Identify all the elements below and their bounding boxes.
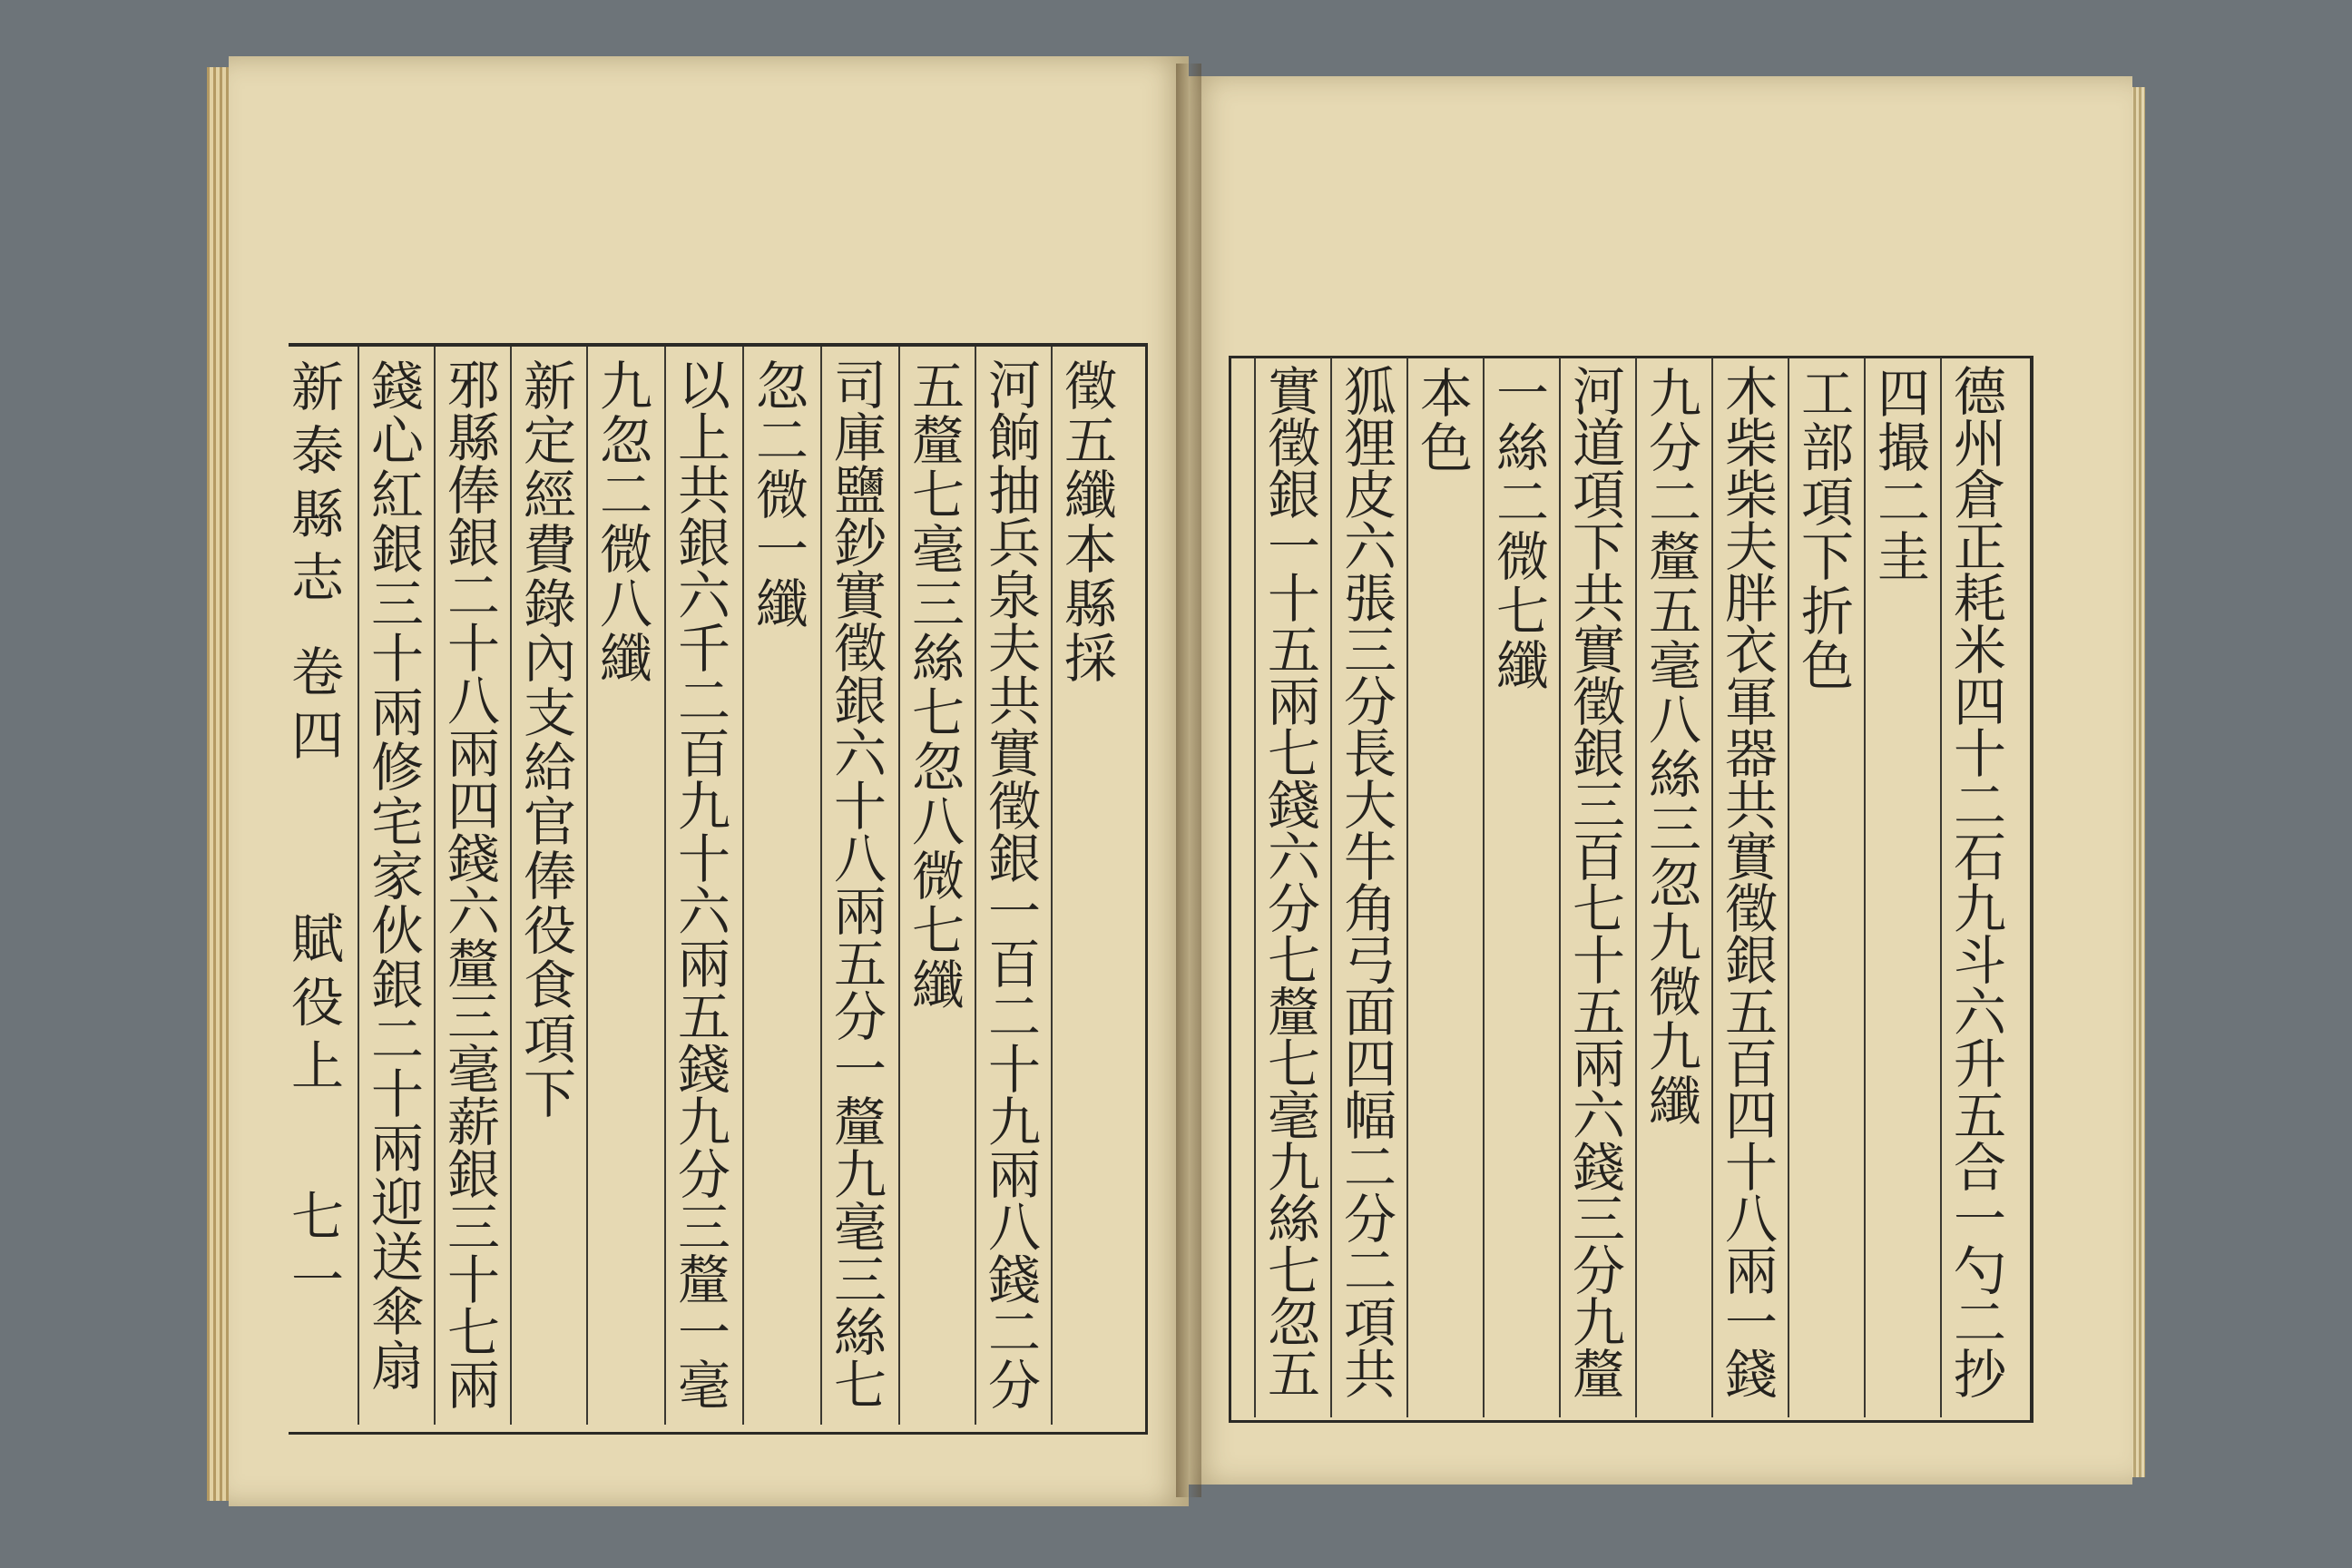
right-text-column: 九 分 二 釐 五 毫 八 絲 三 忽 九 微 九 纖 (1648, 363, 1701, 1132)
column-rule (664, 347, 666, 1425)
column-rule (820, 347, 822, 1425)
margin-section: 賦 役 上 (290, 908, 344, 1097)
column-rule (1406, 358, 1408, 1417)
column-rule (1864, 358, 1866, 1417)
left-text-column: 河 餉 抽 兵 泉 夫 共 實 徵 銀 一 百 二 十 九 兩 八 錢 二 分 (987, 355, 1041, 1416)
column-rule (1051, 347, 1053, 1425)
column-rule (586, 347, 588, 1425)
left-text-column: 以 上 共 銀 六 千 二 百 九 十 六 兩 五 錢 九 分 三 釐 一 毫 (677, 355, 730, 1416)
right-text-column: 狐 狸 皮 六 張 三 分 長 大 牛 角 弓 面 四 幅 二 分 二 項 共 (1343, 361, 1396, 1406)
right-text-column: 本 色 (1419, 363, 1473, 479)
column-rule (742, 347, 744, 1425)
book-gutter (1176, 64, 1201, 1497)
left-text-column: 忽 二 微 一 纖 (755, 356, 808, 635)
margin-volume: 卷 四 (290, 642, 344, 767)
column-rule (1788, 358, 1789, 1417)
column-rule (1940, 358, 1942, 1417)
column-rule (1254, 358, 1256, 1417)
left-text-column: 司 庫 鹽 鈔 實 徵 銀 六 十 八 兩 五 分 一 釐 九 毫 三 絲 七 (833, 355, 887, 1416)
column-rule (1711, 358, 1713, 1417)
left-text-column: 五 釐 七 毫 三 絲 七 忽 八 微 七 纖 (911, 356, 965, 1016)
margin-page-number: 七 一 (290, 1186, 344, 1311)
right-text-column: 河 道 項 下 共 實 徵 銀 三 百 七 十 五 兩 六 錢 三 分 九 釐 (1572, 361, 1625, 1406)
right-text-column: 工 部 項 下 折 色 (1800, 363, 1854, 697)
column-rule (1559, 358, 1561, 1417)
left-text-column: 新 定 經 費 錄 內 支 給 官 俸 役 食 項 下 (523, 356, 576, 1125)
left-text-column: 邪 縣 俸 銀 二 十 八 兩 四 錢 六 釐 三 毫 薪 銀 三 十 七 兩 (446, 355, 500, 1416)
right-text-column: 四 撮 二 圭 (1877, 363, 1930, 588)
right-text-column: 一 絲 二 微 七 纖 (1495, 363, 1549, 697)
column-rule (898, 347, 900, 1425)
column-rule (358, 347, 359, 1425)
right-text-column: 實 徵 銀 一 十 五 兩 七 錢 六 分 七 釐 七 毫 九 絲 七 忽 五 (1267, 361, 1320, 1406)
right-text-column: 木 柴 柴 夫 胖 衣 軍 器 共 實 徵 銀 五 百 四 十 八 兩 一 錢 (1724, 361, 1778, 1406)
column-rule (510, 347, 512, 1425)
left-text-column: 錢 心 紅 銀 三 十 兩 修 宅 家 伙 銀 二 十 兩 迎 送 傘 扇 (370, 356, 424, 1397)
column-rule (975, 347, 976, 1425)
margin-title: 新 泰 縣 志 (290, 357, 344, 609)
column-rule (1330, 358, 1332, 1417)
left-text-column: 九 忽 二 微 八 纖 (599, 356, 652, 690)
left-text-column: 徵 五 纖 本 縣 採 (1063, 356, 1117, 690)
right-text-column: 德 州 倉 正 耗 米 四 十 二 石 九 斗 六 升 五 合 一 勺 二 抄 (1953, 361, 2006, 1406)
column-rule (1635, 358, 1637, 1417)
column-rule (1483, 358, 1485, 1417)
column-rule (434, 347, 436, 1425)
